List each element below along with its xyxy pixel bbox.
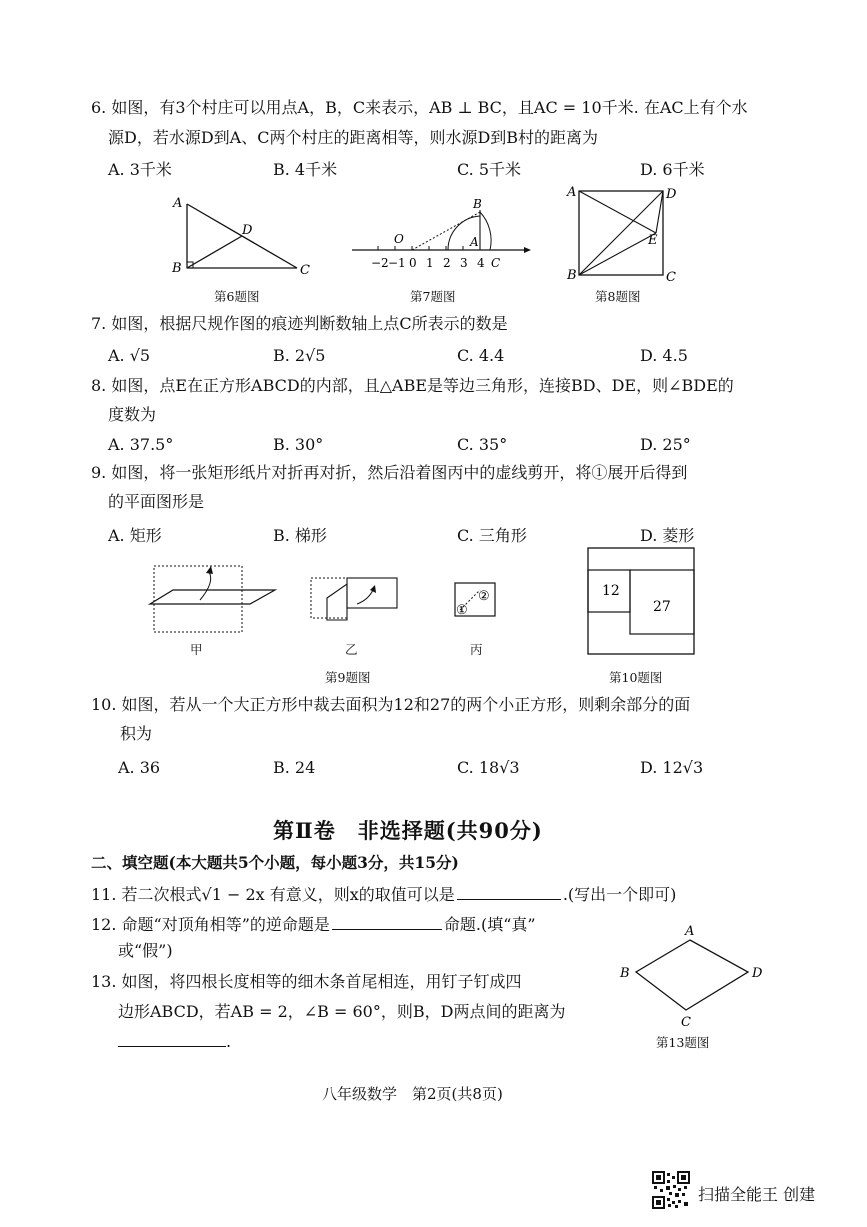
q10-line1: 10. 如图，若从一个大正方形中裁去面积为12和27的两个小正方形，则剩余部分的面 [91, 695, 691, 714]
q7-option-a: A. √5 [108, 346, 151, 365]
fig7-label-b: B [473, 197, 482, 211]
fig6-triangle [165, 190, 325, 285]
fig13-rhombus [614, 920, 774, 1032]
q6-option-a: A. 3千米 [108, 160, 172, 179]
fig13-label-d: D [752, 966, 763, 981]
q12 [91, 913, 536, 935]
fig9-caption: 第9题图 [325, 670, 371, 685]
fig7-tick-m1: −1 [388, 256, 406, 270]
q12-text: 12. 命题“对顶角相等”的逆命题是 [91, 915, 330, 934]
fig13-label-c: C [681, 1015, 691, 1030]
fig7-label-a: A [470, 235, 479, 249]
page-footer: 八年级数学 第2页(共8页) [322, 1085, 503, 1103]
fig7-tick-3: 3 [460, 256, 468, 270]
fig8-label-c: C [666, 270, 676, 285]
q11 [91, 883, 676, 905]
fig10-label-27: 27 [653, 599, 671, 615]
fig6-label-b: B [172, 261, 182, 276]
fig7-label-o: O [394, 232, 404, 246]
fig7-tick-1: 1 [426, 256, 434, 270]
q6-option-c: C. 5千米 [457, 160, 522, 179]
q7-line1: 7. 如图，根据尺规作图的痕迹判断数轴上点C所表示的数是 [91, 314, 508, 333]
fig9-label-jia: 甲 [190, 642, 203, 657]
fig7-tick-m2: −2 [371, 256, 389, 270]
q7-option-d: D. 4.5 [640, 346, 688, 365]
fig6-label-d: D [242, 223, 253, 238]
q13-end: . [226, 1032, 232, 1051]
q10-option-a: A. 36 [118, 758, 161, 777]
fig7-label-c: C [491, 256, 501, 270]
q9-line1: 9. 如图，将一张矩形纸片对折再对折，然后沿着图丙中的虚线剪开，将①展开后得到 [91, 463, 688, 482]
fig6-label-a: A [173, 196, 183, 211]
fig13-label-b: B [620, 966, 630, 981]
fig8-label-a: A [567, 185, 577, 200]
fig13-label-a: A [685, 924, 695, 939]
q8-option-a: A. 37.5° [108, 435, 174, 454]
fig7-number-line [348, 190, 533, 280]
fig7-tick-2: 2 [443, 256, 451, 270]
fig9-label-yi: 乙 [345, 642, 358, 657]
q8-option-c: C. 35° [457, 435, 508, 454]
fig7-caption: 第7题图 [410, 289, 456, 304]
fig7-tick-4: 4 [477, 256, 485, 270]
fig10-squares [585, 545, 700, 657]
q13-answer [118, 1030, 231, 1052]
fig8-label-b: B [567, 268, 577, 283]
q9-option-a: A. 矩形 [108, 526, 162, 545]
q6-line1: 6. 如图，有3个村庄可以用点A，B，C来表示，AB ⊥ BC，且AC = 10千米. 在AC上有个水 [91, 98, 748, 117]
q10-option-c: C. 18√3 [457, 758, 520, 777]
q13-line1: 13. 如图，将四根长度相等的细木条首尾相连，用钉子钉成四 [91, 972, 522, 991]
fig7-tick-0: 0 [409, 256, 417, 270]
q13-answer-blank[interactable] [118, 1030, 226, 1047]
q12-tail: 命题.(填“真” [443, 915, 536, 934]
q12-answer-blank[interactable] [332, 913, 442, 930]
fig9-paper-bing [450, 580, 500, 620]
fig10-label-12: 12 [602, 583, 620, 599]
q6-line2: 源D，若水源D到A、C两个村庄的距离相等，则水源D到B村的距离为 [108, 128, 599, 147]
q7-option-c: C. 4.4 [457, 346, 505, 365]
q12-line2: 或“假”) [118, 941, 173, 960]
q10-line2: 积为 [120, 724, 153, 743]
fig13-caption: 第13题图 [656, 1035, 710, 1050]
q13-line2: 边形ABCD，若AB = 2，∠B = 60°，则B，D两点间的距离为 [118, 1002, 566, 1021]
q10-option-d: D. 12√3 [640, 758, 704, 777]
q10-option-b: B. 24 [273, 758, 316, 777]
q9-option-d: D. 菱形 [640, 526, 695, 545]
fig9-paper-yi [305, 570, 405, 625]
fig9-paper-jia [145, 560, 280, 638]
fig9-circle-2: ② [478, 589, 490, 604]
q11-tail: .(写出一个即可) [562, 885, 677, 904]
q8-option-d: D. 25° [640, 435, 691, 454]
q7-option-b: B. 2√5 [273, 346, 326, 365]
q8-line1: 8. 如图，点E在正方形ABCD的内部，且△ABE是等边三角形，连接BD、DE，则∠BDE的 [91, 376, 734, 395]
q8-line2: 度数为 [108, 405, 157, 424]
fig8-square [562, 183, 687, 285]
fig9-circle-1: ① [456, 603, 468, 618]
qr-code-icon [652, 1171, 690, 1209]
section2-heading: 二、填空题(本大题共5个小题，每小题3分，共15分) [91, 853, 459, 872]
fig8-caption: 第8题图 [595, 289, 641, 304]
q6-option-d: D. 6千米 [640, 160, 705, 179]
fig10-caption: 第10题图 [609, 670, 663, 685]
q8-option-b: B. 30° [273, 435, 324, 454]
fig6-caption: 第6题图 [214, 289, 260, 304]
q9-line2: 的平面图形是 [108, 492, 205, 511]
q9-option-c: C. 三角形 [457, 526, 527, 545]
fig8-label-e: E [648, 233, 658, 248]
scanner-watermark: 扫描全能王 创建 [698, 1185, 816, 1204]
q6-option-b: B. 4千米 [273, 160, 338, 179]
fig9-label-bing: 丙 [470, 642, 483, 657]
part2-title: 第Ⅱ卷 非选择题(共90分) [273, 818, 543, 843]
fig6-label-c: C [300, 263, 310, 278]
q11-text: 11. 若二次根式√1 − 2x 有意义，则x的取值可以是 [91, 885, 455, 904]
q11-answer-blank[interactable] [457, 883, 561, 900]
fig8-label-d: D [666, 187, 677, 202]
q9-option-b: B. 梯形 [273, 526, 327, 545]
